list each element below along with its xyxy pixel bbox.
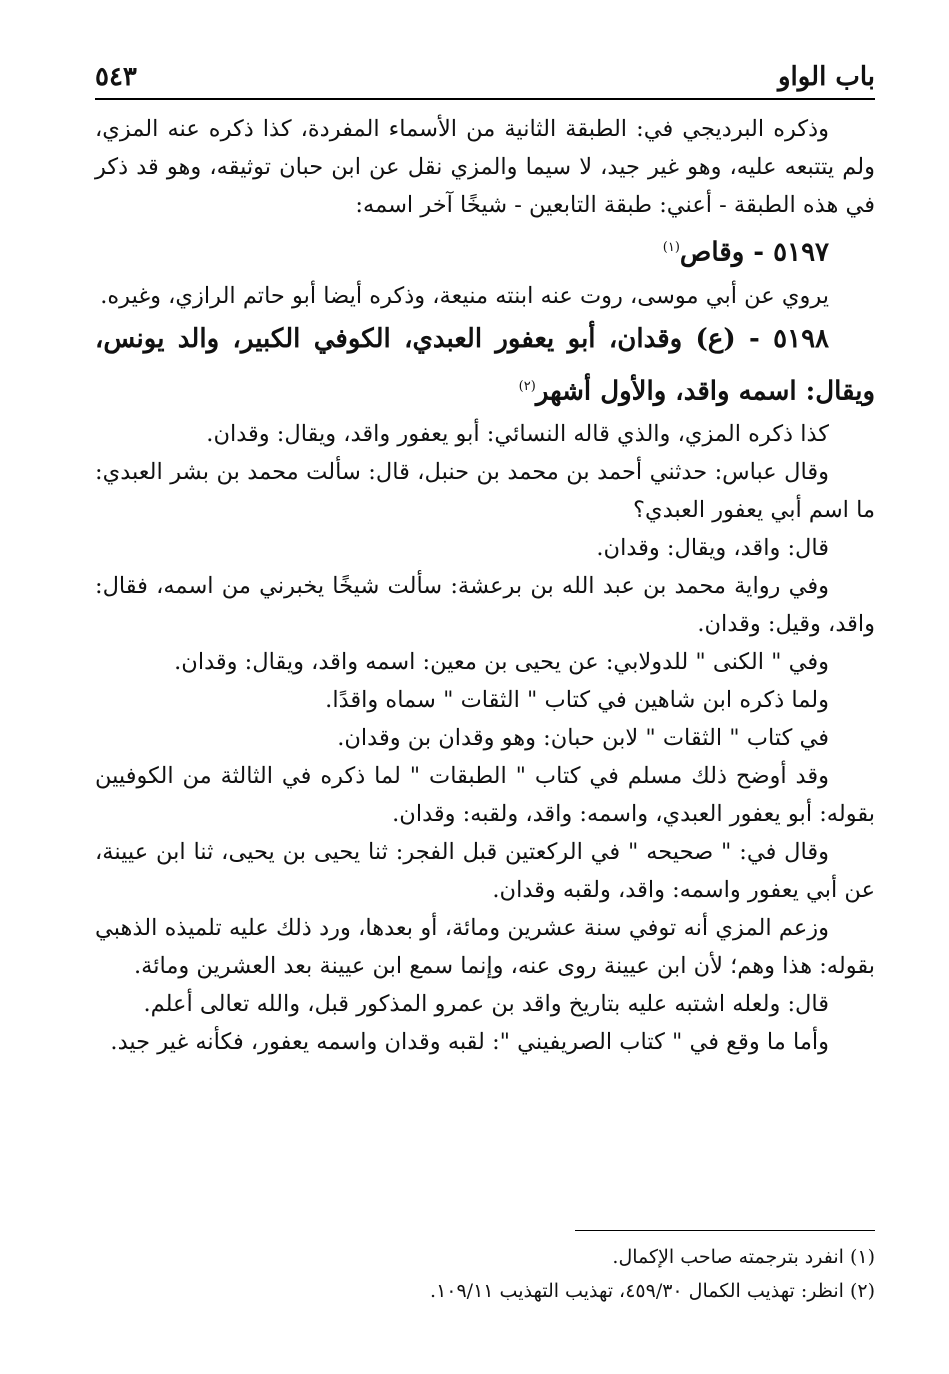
footnote: (٢) انظر: تهذيب الكمال ٤٥٩/٣٠، تهذيب التهذيب ١٠٩/١١. — [430, 1280, 875, 1302]
entry-title: ٥١٩٨ - (ع) وقدان، أبو يعفور العبدي، الكوفي الكبير، والد يونس، ويقال: اسمه واقد، والأول أشهر — [95, 323, 875, 407]
paragraph: وفي " الكنى " للدولابي: عن يحيى بن معين: اسمه واقد، ويقال: وقدان. — [174, 649, 829, 676]
paragraph: يروي عن أبي موسى، روت عنه ابنته منيعة، وذكره أيضا أبو حاتم الرازي، وغيره. — [100, 282, 829, 309]
footnote-ref: (٢) — [518, 378, 536, 394]
paragraph: قال: واقد، ويقال: وقدان. — [596, 535, 829, 562]
page-number: ٥٤٣ — [95, 62, 137, 92]
footnote: (١) انفرد بترجمته صاحب الإكمال. — [612, 1246, 875, 1268]
running-header — [95, 58, 875, 100]
paragraph: وقال عباس: حدثني أحمد بن محمد بن حنبل، قال: سألت محمد بن بشر العبدي: ما اسم أبي يعفور العبدي؟ — [95, 459, 875, 524]
main-text — [95, 110, 875, 1061]
paragraph: قال: ولعله اشتبه عليه بتاريخ واقد بن عمرو المذكور قبل، والله تعالى أعلم. — [143, 991, 829, 1018]
footnotes — [95, 1240, 875, 1308]
entry-title: ٥١٩٧ - وقاص — [679, 237, 829, 268]
paragraph: وأما ما وقع في " كتاب الصريفيني ": لقبه وقدان واسمه يعفور، فكأنه غير جيد. — [110, 1029, 829, 1056]
paragraph: كذا ذكره المزي، والذي قاله النسائي: أبو يعفور واقد، ويقال: وقدان. — [206, 421, 829, 448]
paragraph: وقال في: " صحيحه " في الركعتين قبل الفجر: ثنا يحيى بن يحيى، ثنا ابن عيينة، عن أبي يعفور واسمه: واقد، ولقبه وقدان. — [95, 839, 875, 904]
entry-heading — [95, 224, 875, 277]
paragraph: وذكره البرديجي في: الطبقة الثانية من الأسماء المفردة، كذا ذكره عنه المزي، ولم يتتبعه عليه، وهو غير جيد، لا سيما والمزي نقل عن ابن حبان توثيقه، وهو قد ذكر في هذه الطبقة - أعني: طبقة التابعين - شيخًا آخر اسمه: — [95, 116, 875, 218]
entry-heading — [95, 315, 875, 416]
footnote-ref: (١) — [662, 240, 680, 255]
footnote-divider — [575, 1230, 875, 1231]
paragraph: ولما ذكره ابن شاهين في كتاب " الثقات " سماه واقدًا. — [325, 687, 829, 714]
chapter-title: باب الواو — [777, 62, 875, 92]
paragraph: وفي رواية محمد بن عبد الله بن برعشة: سألت شيخًا يخبرني من اسمه، فقال: واقد، وقيل: وقدان. — [95, 573, 875, 638]
paragraph: في كتاب " الثقات " لابن حبان: وهو وقدان بن وقدان. — [337, 725, 829, 752]
paragraph: وزعم المزي أنه توفي سنة عشرين ومائة، أو بعدها، ورد ذلك عليه تلميذه الذهبي بقوله: هذا وهم؛ لأن ابن عيينة روى عنه، وإنما سمع ابن عيينة بعد العشرين ومائة. — [95, 915, 875, 980]
paragraph: وقد أوضح ذلك مسلم في كتاب " الطبقات " لما ذكره في الثالثة من الكوفيين بقوله: أبو يعفور العبدي، واسمه: واقد، ولقبه: وقدان. — [95, 763, 875, 828]
